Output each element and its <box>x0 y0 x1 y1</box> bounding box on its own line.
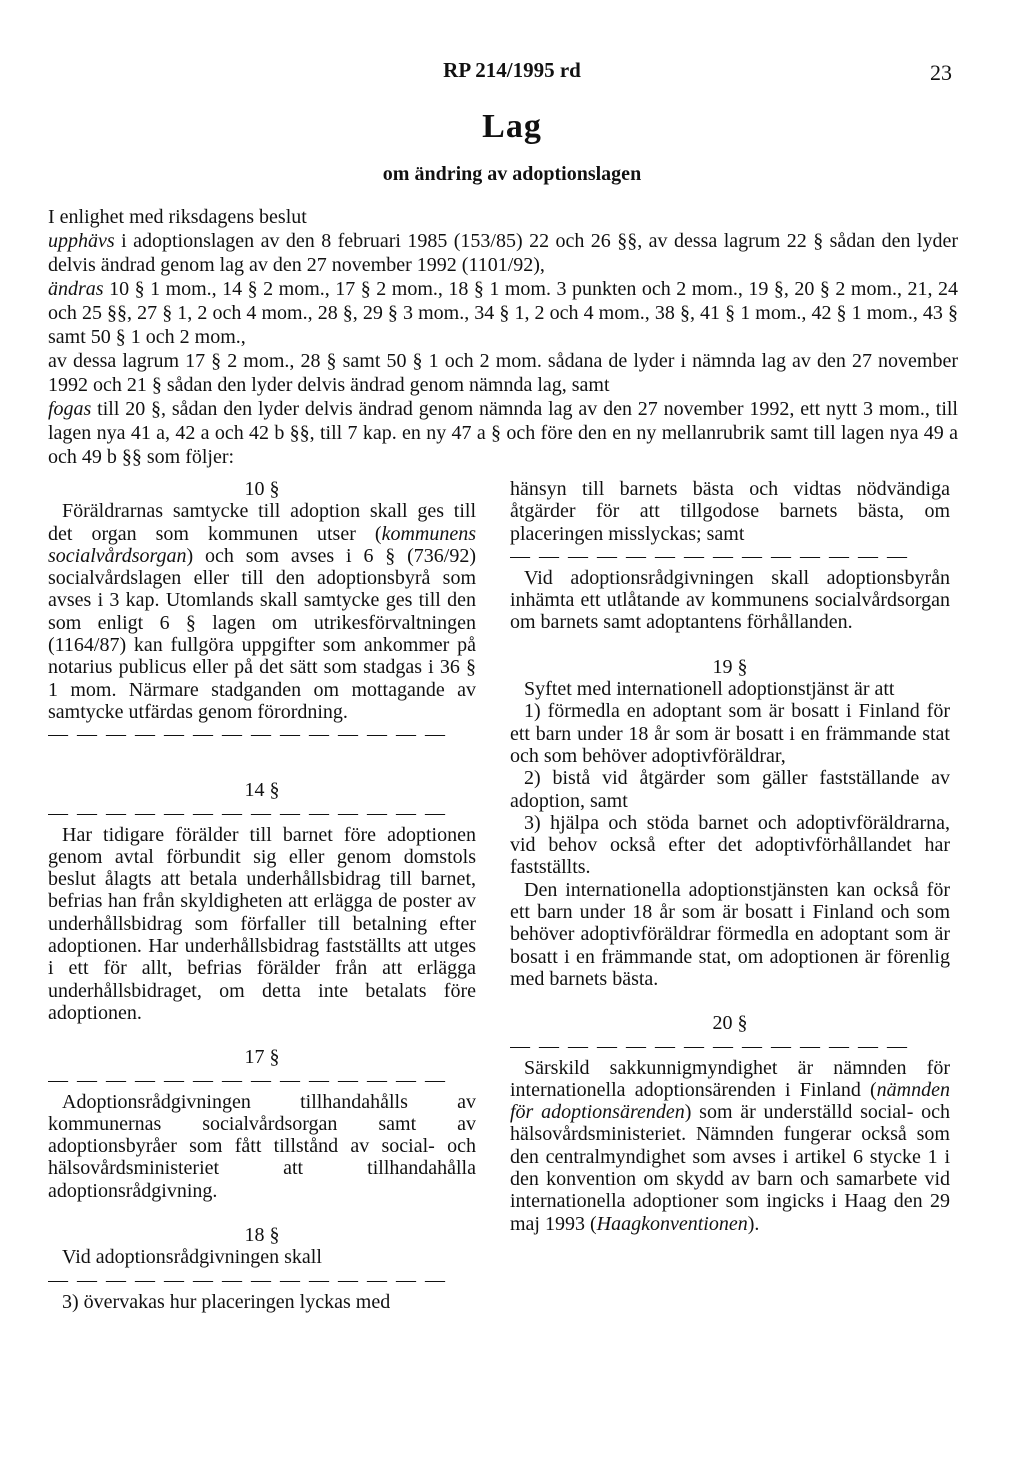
section-18-continued: hänsyn till barnets bästa och vidtas nödvändiga åtgärder för att tillgodose barnets bästa, om placeringen misslyckas; samt <box>510 478 950 545</box>
repeal-paragraph <box>48 229 958 277</box>
section-14-heading: 14 § <box>244 779 280 802</box>
add-paragraph <box>48 397 958 469</box>
section-20-heading: 20 § <box>712 1012 748 1035</box>
omission-dashes: — — — — — — — — — — — — — — <box>48 801 447 824</box>
section-19-item-2: 2) bistå vid åtgärder som gäller fastställande av adoption, samt <box>510 767 950 812</box>
section-18-mom-2: Vid adoptionsrådgivningen skall adoptionsbyrån inhämta ett utlåtande av kommunens socialvårdsorgan om barnets samt adoptantens förhållanden. <box>510 566 950 634</box>
section-18-item-3: 3) övervakas hur placeringen lyckas med <box>62 1290 391 1313</box>
section-10-italic: kommunens socialvårdsorgan <box>48 522 476 567</box>
section-19-mom-2: Den internationella adoptionstjänsten kan också för ett barn under 18 år som är bosatt i Finland och som behöver adoptivföräldrar förmedla en adoptant som är bosatt i en främmande stat, om adoptionen är förenlig med barnets bästa. <box>510 878 950 990</box>
enactment-clause <box>48 205 958 469</box>
section-17-text: Adoptionsrådgivningen tillhandahålls av kommunernas socialvårdsorgan samt av adoptionsbyråer som fått tillstånd av social- och hälsovårdsministeriet att tillhandahålla adoptionsrådgivning. <box>48 1090 476 1202</box>
andras-text: 10 § 1 mom., 14 § 2 mom., 17 § 2 mom., 18 § 1 mom. 3 punkten och 2 mom., 19 §, 20 § 2 mom., 21, 24 och 25 §§, 27 § 1, 2 och 4 mom., 28 §, 29 § 3 mom., 34 § 1, 2 och 4 mom., 38 §, 41 § 1 mom., 42 § 1 mom., 43 § samt 50 § 1 och 2 mom., <box>48 278 958 348</box>
page-number: 23 <box>930 60 952 85</box>
section-20-italic-2: Haagkonventionen <box>596 1212 748 1235</box>
fogas-text: till 20 §, sådan den lyder delvis ändrad genom nämnda lag av den 27 november 1992, ett nytt 3 mom., till lagen nya 41 a, 42 a och 42 b §§, till 7 kap. en ny 47 a § och före den en ny mellanrubrik samt till lagen nya 49 a och 49 b §§ som följer: <box>48 398 958 468</box>
document-reference: RP 214/1995 rd <box>443 58 581 82</box>
left-column <box>48 478 476 1313</box>
upphavs-text: i adoptionslagen av den 8 februari 1985 (153/85) 22 och 26 §§, av dessa lagrum 22 § sådan den lyder delvis ändrad genom lag av den 27 november 1992 (1101/92), <box>48 230 958 276</box>
right-column <box>510 478 950 1235</box>
section-18-text: Vid adoptionsrådgivningen skall <box>62 1246 322 1269</box>
amend-paragraph <box>48 277 958 349</box>
omission-dashes: — — — — — — — — — — — — — — <box>510 544 909 567</box>
section-18-heading: 18 § <box>244 1224 280 1247</box>
upphavs-word: upphävs <box>48 230 115 252</box>
section-17-heading: 17 § <box>244 1046 280 1069</box>
omission-dashes: — — — — — — — — — — — — — — <box>48 1068 447 1091</box>
section-20-text: Särskild sakkunnigmyndighet är nämnden för internationella adoptionsärenden i Finland (nämnden för adoptionsärenden) som är underställd social- och hälsovårdsministeriet. Nämnden fungerar också som den centralmyndighet som avses i artikel 6 stycke 1 i den konvention om skydd av barn och samarbete vid internationella adoptioner som ingicks i Haag den 29 maj 1993 (Haagkonventionen). <box>510 1056 951 1235</box>
section-14-text: Har tidigare förälder till barnet före adoptionen genom avtal förbundit sig eller genom domstols beslut ålagts att betala underhållsbidrag till barnet, befrias han från skyldigheten att erlägga de poster av underhållsbidrag som förfaller till betalning efter adoptionen. Har underhållsbidrag fastställts att utges i ett för allt, befrias förälder från att erlägga underhållsbidraget, om detta inte betalats före adoptionen. <box>48 823 477 1024</box>
law-title: Lag <box>482 108 542 145</box>
page-header <box>0 58 1024 88</box>
section-19-item-3: 3) hjälpa och stöda barnet och adoptivföräldrarna, vid behov också efter det adoptivförhållandet har fastställts. <box>510 811 950 879</box>
omission-dashes: — — — — — — — — — — — — — — <box>48 1268 447 1291</box>
section-10-heading: 10 § <box>244 478 280 500</box>
section-19-heading: 19 § <box>712 655 748 678</box>
omission-dashes: — — — — — — — — — — — — — — <box>510 1034 909 1057</box>
section-20-italic: nämnden för adoptionsärenden <box>510 1078 950 1124</box>
fogas-word: fogas <box>48 398 92 420</box>
enactment-lead: I enlighet med riksdagens beslut <box>48 206 307 228</box>
section-19-intro: Syftet med internationell adoptionstjänst är att <box>524 678 895 701</box>
andras-word: ändras <box>48 278 104 300</box>
section-19-item-1: 1) förmedla en adoptant som är bosatt i Finland för ett barn under 18 år som är bosatt i en främmande stat och som behöver adoptivföräldrar, <box>510 700 950 767</box>
section-10-text: Föräldrarnas samtycke till adoption skall ges till det organ som kommunen utser (kommunens socialvårdsorgan) och som avses i 6 § (736/92) socialvårdslagen eller till den adoptionsbyrå som avses i 3 kap. Utomlands skall samtycke ges till den som enligt 6 § lagen om utrikesförvaltningen (1164/87) kan fullgöra uppgifter som ankommer på notarius publicus eller på det sätt som stadgas i 36 § 1 mom. Närmare stadganden om mottagande av samtycke utfärdas genom förordning. <box>48 500 476 723</box>
law-subtitle: om ändring av adoptionslagen <box>382 163 642 185</box>
omission-dashes: — — — — — — — — — — — — — — <box>48 723 447 746</box>
amend-paragraph-2: av dessa lagrum 17 § 2 mom., 28 § samt 50 § 1 och 2 mom. sådana de lyder i nämnda lag av den 27 november 1992 och 21 § sådan den lyder delvis ändrad genom nämnda lag, samt <box>48 350 958 396</box>
